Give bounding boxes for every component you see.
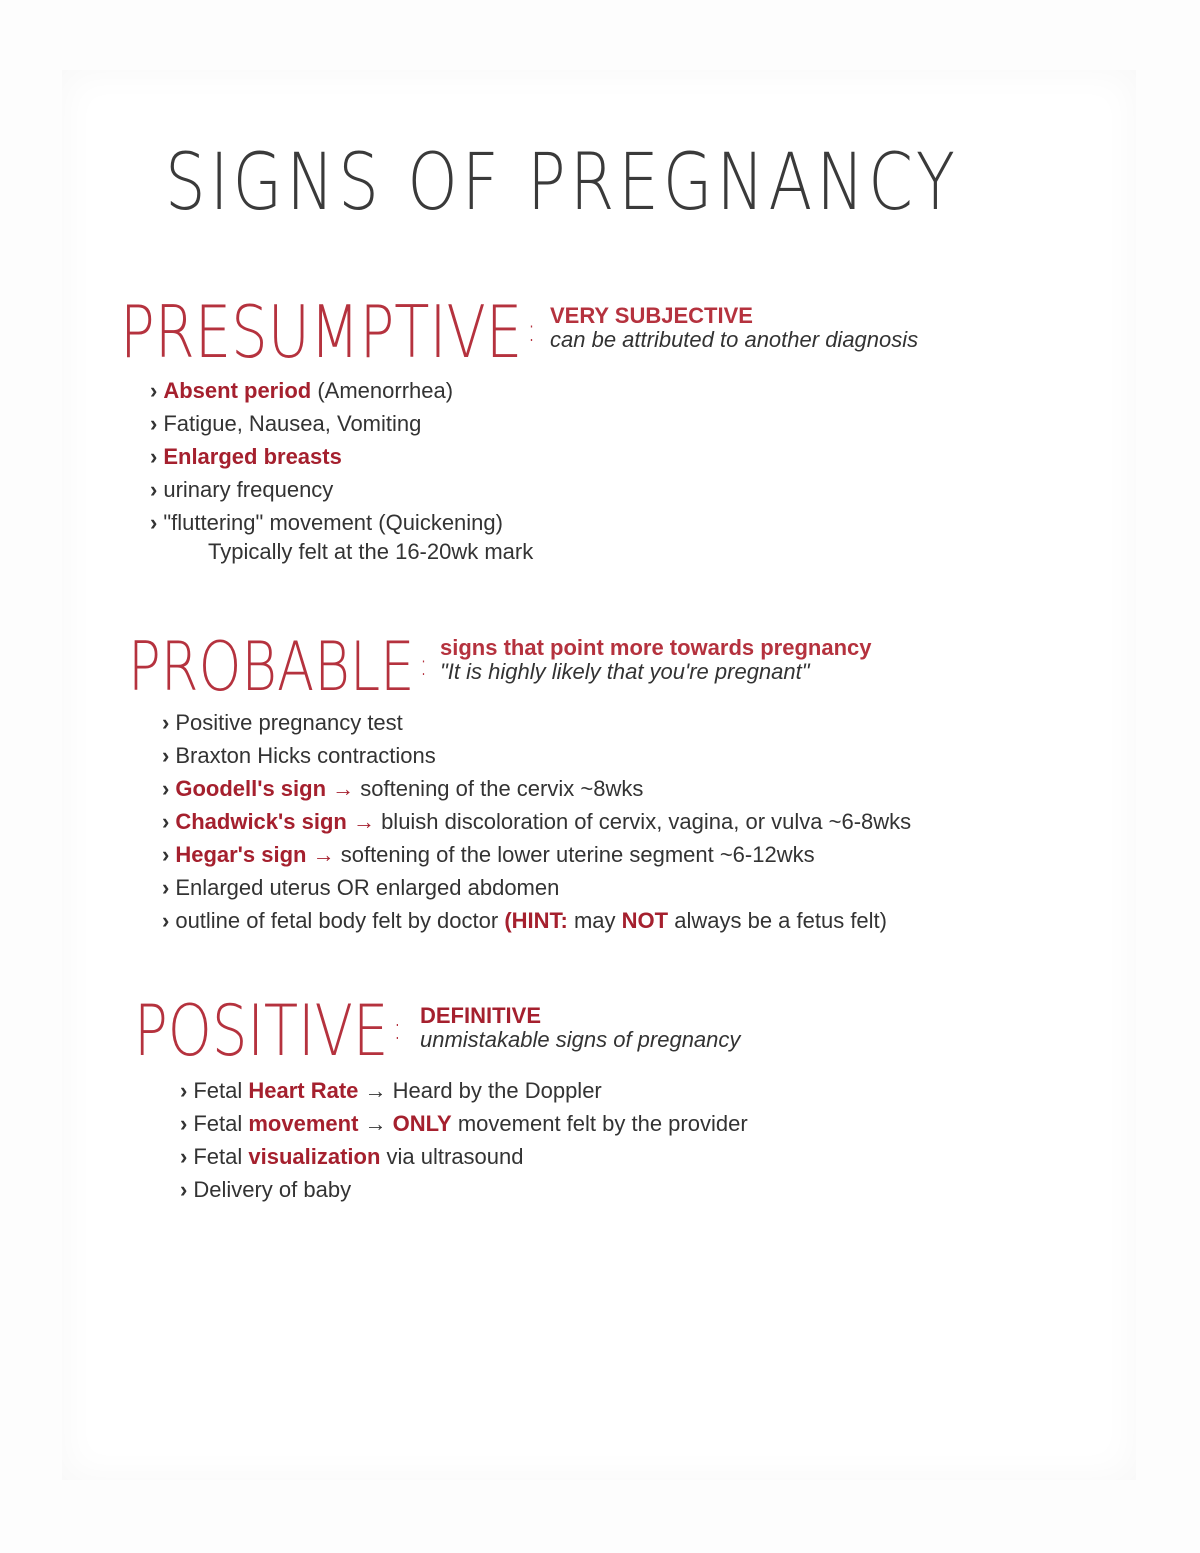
probable-description	[440, 636, 872, 684]
probable-list	[162, 706, 911, 937]
probable-desc-red: signs that point more towards pregnancy	[440, 635, 872, 660]
item-text: Positive pregnancy test	[175, 710, 403, 735]
item-text: Enlarged uterus OR enlarged abdomen	[175, 875, 560, 900]
positive-list	[180, 1074, 748, 1206]
hint-text-end: always be a fetus felt)	[668, 908, 887, 933]
item-text: movement felt by the provider	[451, 1111, 748, 1136]
bullet-icon: ›	[162, 908, 170, 933]
bullet-icon: ›	[180, 1078, 188, 1103]
list-item	[150, 473, 533, 506]
list-item	[162, 805, 911, 838]
list-item	[180, 1173, 748, 1206]
positive-colon: :	[393, 1011, 402, 1048]
probable-heading-text: PROBABLE	[128, 628, 415, 707]
list-item	[162, 739, 911, 772]
item-highlight: Enlarged breasts	[163, 444, 342, 469]
bullet-icon: ›	[180, 1177, 188, 1202]
bullet-icon: ›	[162, 842, 170, 867]
item-highlight: Goodell's sign →	[175, 776, 355, 801]
bullet-icon: ›	[150, 510, 158, 535]
item-highlight: Hegar's sign →	[175, 842, 335, 867]
item-text: Fatigue, Nausea, Vomiting	[163, 411, 422, 436]
list-item	[150, 440, 533, 473]
hint-not: NOT	[621, 908, 669, 933]
list-item	[162, 706, 911, 739]
item-highlight: visualization	[248, 1144, 381, 1169]
list-item	[162, 904, 911, 937]
item-text: Fetal	[193, 1078, 249, 1103]
probable-heading	[128, 628, 428, 707]
item-text: (Amenorrhea)	[311, 378, 454, 403]
bullet-icon: ›	[150, 378, 158, 403]
item-text: softening of the cervix ~8wks	[354, 776, 644, 801]
presumptive-description	[550, 304, 918, 352]
list-item	[150, 374, 533, 407]
presumptive-desc-red: VERY SUBJECTIVE	[550, 303, 753, 328]
bullet-icon: ›	[150, 411, 158, 436]
presumptive-heading	[120, 290, 536, 374]
item-highlight: ONLY	[392, 1111, 452, 1136]
bullet-icon: ›	[162, 875, 170, 900]
bullet-icon: ›	[162, 710, 170, 735]
hint-text: may	[567, 908, 622, 933]
item-text: Delivery of baby	[193, 1177, 352, 1202]
list-item	[162, 871, 911, 904]
presumptive-list	[150, 374, 533, 565]
probable-desc-dark: "It is highly likely that you're pregnant"	[440, 659, 810, 684]
bullet-icon: ›	[180, 1144, 188, 1169]
hint-label: (HINT:	[504, 908, 568, 933]
probable-colon: :	[419, 647, 428, 683]
page-title: SIGNS OF PREGNANCY	[165, 138, 960, 228]
list-item	[180, 1074, 748, 1107]
presumptive-colon: :	[527, 310, 536, 349]
item-text: "fluttering" movement (Quickening)	[163, 510, 503, 535]
item-highlight: movement	[248, 1111, 359, 1136]
positive-desc-red: DEFINITIVE	[420, 1003, 542, 1028]
bullet-icon: ›	[162, 809, 170, 834]
item-text: Braxton Hicks contractions	[175, 743, 436, 768]
item-text: → Heard by the Doppler	[358, 1078, 602, 1103]
presumptive-heading-text: PRESUMPTIVE	[120, 290, 523, 374]
bullet-icon: ›	[150, 444, 158, 469]
item-text: Fetal	[193, 1144, 249, 1169]
item-text: urinary frequency	[163, 477, 334, 502]
positive-heading-text: POSITIVE	[134, 990, 389, 1072]
item-text: outline of fetal body felt by doctor	[175, 908, 505, 933]
presumptive-desc-dark: can be attributed to another diagnosis	[550, 327, 919, 352]
item-highlight: Absent period	[163, 378, 312, 403]
bullet-icon: ›	[162, 743, 170, 768]
item-highlight: Heart Rate	[248, 1078, 359, 1103]
item-highlight: Chadwick's sign →	[175, 809, 375, 834]
list-item	[180, 1140, 748, 1173]
bullet-icon: ›	[162, 776, 170, 801]
positive-desc-dark: unmistakable signs of pregnancy	[420, 1027, 741, 1052]
item-note: Typically felt at the 16-20wk mark	[208, 539, 534, 564]
positive-heading	[134, 990, 402, 1072]
list-item	[162, 772, 911, 805]
list-item	[162, 838, 911, 871]
item-text: →	[358, 1111, 393, 1136]
item-text: via ultrasound	[380, 1144, 524, 1169]
bullet-icon: ›	[180, 1111, 188, 1136]
list-item	[180, 1107, 748, 1140]
item-text: bluish discoloration of cervix, vagina, or vulva ~6-8wks	[374, 809, 912, 834]
bullet-icon: ›	[150, 477, 158, 502]
list-item	[150, 506, 533, 539]
list-item	[150, 407, 533, 440]
item-text: softening of the lower uterine segment ~6-12wks	[334, 842, 815, 867]
positive-description	[420, 1004, 740, 1052]
item-text: Fetal	[193, 1111, 249, 1136]
